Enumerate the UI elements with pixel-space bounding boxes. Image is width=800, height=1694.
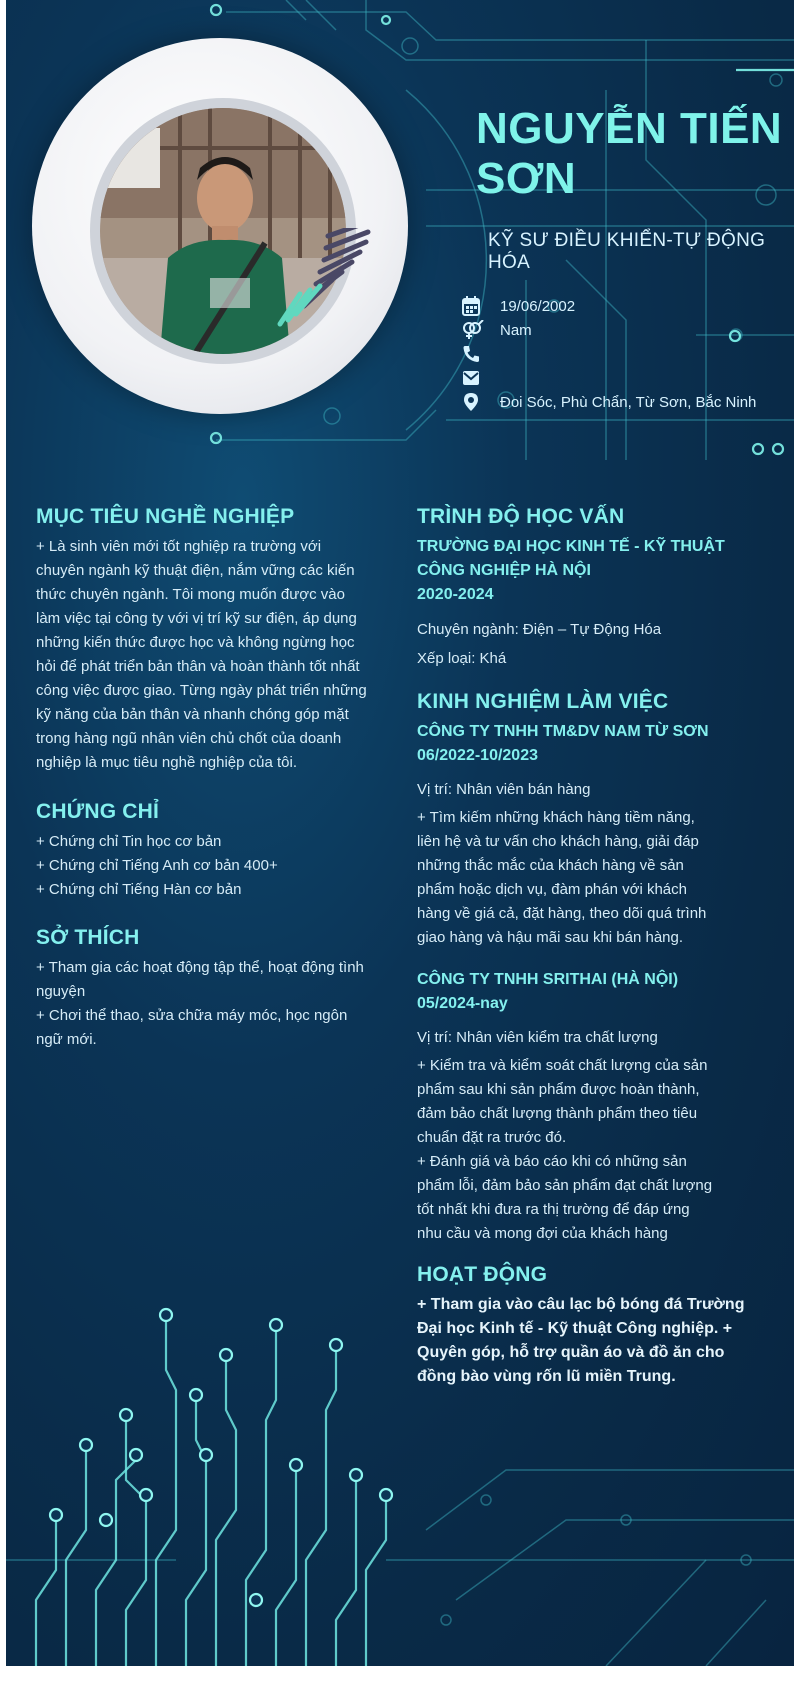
job-period: 05/2024-nay bbox=[417, 995, 508, 1012]
objective-line: những kiến thức được học và không ngừng học bbox=[36, 634, 355, 651]
job-description bbox=[417, 806, 787, 950]
job-line: nhu cầu và mong đợi của khách hàng bbox=[417, 1225, 668, 1242]
job-entry-1 bbox=[417, 720, 787, 950]
job-line: tốt nhất khi đưa ra thị trường để đáp ứng bbox=[417, 1201, 690, 1218]
job-line: + Tìm kiếm những khách hàng tiềm năng, bbox=[417, 809, 695, 826]
objective-line: thức chuyên ngành. Tôi mong muốn được vào bbox=[36, 586, 345, 603]
phone-icon bbox=[462, 344, 480, 364]
activity-line: đồng bào vùng rốn lũ miền Trung. bbox=[417, 1368, 676, 1385]
job-line: hàng về giá cả, đặt hàng, theo dõi quá trình bbox=[417, 905, 707, 922]
education-grade: Xếp loại: Khá bbox=[417, 650, 507, 667]
hobby-line: + Tham gia các hoạt động tập thể, hoạt động tình bbox=[36, 959, 364, 976]
objective-line: chuyên ngành kỹ thuật điện, nắm vững các kiến bbox=[36, 562, 355, 579]
hobbies-title: SỞ THÍCH bbox=[36, 926, 140, 949]
experience-title: KINH NGHIỆM LÀM VIỆC bbox=[417, 690, 669, 713]
candidate-name bbox=[476, 104, 786, 204]
location-pin-icon bbox=[462, 392, 480, 412]
contact-birthday bbox=[462, 296, 782, 318]
name-line-2: SƠN bbox=[476, 154, 577, 203]
job-position: Vị trí: Nhân viên kiểm tra chất lượng bbox=[417, 1029, 658, 1046]
certificate-item: + Chứng chỉ Tin học cơ bản bbox=[36, 833, 222, 850]
certificate-item: + Chứng chỉ Tiếng Hàn cơ bản bbox=[36, 881, 242, 898]
objective-line: kỹ năng của bản thân và nhanh chóng góp mặt bbox=[36, 706, 349, 723]
job-line: liên hệ và tư vấn cho khách hàng, giải đáp bbox=[417, 833, 699, 850]
objective-line: công việc được giao. Từng ngày phát triển những bbox=[36, 682, 367, 699]
education-school bbox=[417, 535, 787, 607]
job-line: + Đánh giá và báo cáo khi có những sản bbox=[417, 1153, 687, 1170]
hobby-line: + Chơi thể thao, sửa chữa máy móc, học ngôn bbox=[36, 1007, 348, 1024]
objective-line: hỏi để phát triển bản thân và hoàn thành tốt nhất bbox=[36, 658, 360, 675]
job-line: giao hàng và hậu mãi sau khi bán hàng. bbox=[417, 929, 684, 946]
address-text: Đoi Sóc, Phù Chẩn, Từ Sơn, Bắc Ninh bbox=[500, 394, 757, 411]
objective-line: làm việc tại công ty với vị trí kỹ sư điện, áp dụng bbox=[36, 610, 357, 627]
hobbies-section bbox=[36, 926, 396, 1052]
hobby-line: nguyện bbox=[36, 983, 86, 1000]
calendar-icon bbox=[462, 296, 480, 316]
hobby-line: ngữ mới. bbox=[36, 1031, 97, 1048]
gender-icon bbox=[462, 320, 484, 340]
activity-line: Đại học Kinh tế - Kỹ thuật Công nghiệp. + bbox=[417, 1320, 733, 1337]
contact-gender bbox=[462, 320, 782, 342]
ring-stripes-decoration bbox=[276, 228, 406, 358]
school-name-line-1: TRƯỜNG ĐẠI HỌC KINH TẾ - KỸ THUẬT bbox=[417, 538, 725, 555]
job-line: phẩm sau khi sản phẩm được hoàn thành, bbox=[417, 1081, 700, 1098]
activities-title: HOẠT ĐỘNG bbox=[417, 1263, 548, 1286]
job-entry-2 bbox=[417, 968, 787, 1246]
contact-address bbox=[462, 392, 782, 414]
objective-line: nghiệp là mục tiêu nghề nghiệp của tôi. bbox=[36, 754, 298, 771]
activity-line: + Tham gia vào câu lạc bộ bóng đá Trường bbox=[417, 1296, 745, 1313]
objective-line: trong hàng ngũ nhân viên chủ chốt của doanh bbox=[36, 730, 342, 747]
certificates-body bbox=[36, 830, 396, 902]
activity-line: Quyên góp, hỗ trợ quần áo và đồ ăn cho bbox=[417, 1344, 725, 1361]
contact-phone bbox=[462, 344, 782, 366]
activities-section bbox=[417, 1263, 787, 1389]
cv-page bbox=[6, 0, 794, 1666]
job-description bbox=[417, 1054, 787, 1246]
job-line: chuẩn đặt ra trước đó. bbox=[417, 1129, 567, 1146]
objective-line: + Là sinh viên mới tốt nghiệp ra trường với bbox=[36, 538, 322, 555]
education-period: 2020-2024 bbox=[417, 586, 494, 603]
objective-title: MỤC TIÊU NGHỀ NGHIỆP bbox=[36, 505, 295, 528]
certificate-item: + Chứng chỉ Tiếng Anh cơ bản 400+ bbox=[36, 857, 278, 874]
objective-section bbox=[36, 505, 396, 775]
birthday-text: 19/06/2002 bbox=[500, 298, 576, 315]
job-line: + Kiểm tra và kiểm soát chất lượng của sản bbox=[417, 1057, 708, 1074]
job-position: Vị trí: Nhân viên bán hàng bbox=[417, 781, 591, 798]
name-line-1: NGUYỄN TIẾN bbox=[476, 104, 783, 153]
activities-body bbox=[417, 1293, 787, 1389]
gender-text: Nam bbox=[500, 322, 532, 339]
contact-email bbox=[462, 368, 782, 390]
hobbies-body bbox=[36, 956, 396, 1052]
certificates-section bbox=[36, 800, 396, 902]
certificates-title: CHỨNG CHỈ bbox=[36, 800, 160, 823]
education-title: TRÌNH ĐỘ HỌC VẤN bbox=[417, 505, 625, 528]
job-line: đảm bảo chất lượng thành phẩm theo tiêu bbox=[417, 1105, 698, 1122]
education-details bbox=[417, 615, 787, 673]
experience-section bbox=[417, 690, 787, 1246]
objective-body bbox=[36, 535, 396, 775]
school-name-line-2: CÔNG NGHIỆP HÀ NỘI bbox=[417, 562, 591, 579]
job-line: phẩm hoặc dịch vụ, đàm phán với khách bbox=[417, 881, 687, 898]
job-company: CÔNG TY TNHH TM&DV NAM TỪ SƠN bbox=[417, 723, 709, 740]
job-company: CÔNG TY TNHH SRITHAI (HÀ NỘI) bbox=[417, 971, 679, 988]
job-period: 06/2022-10/2023 bbox=[417, 747, 538, 764]
education-major: Chuyên ngành: Điện – Tự Động Hóa bbox=[417, 621, 662, 638]
job-title: KỸ SƯ ĐIỀU KHIỂN-TỰ ĐỘNG HÓA bbox=[488, 230, 766, 273]
education-section bbox=[417, 505, 787, 673]
envelope-icon bbox=[462, 368, 480, 388]
job-line: phẩm lỗi, đảm bảo sản phẩm đạt chất lượng bbox=[417, 1177, 713, 1194]
job-line: những thắc mắc của khách hàng về sản bbox=[417, 857, 684, 874]
